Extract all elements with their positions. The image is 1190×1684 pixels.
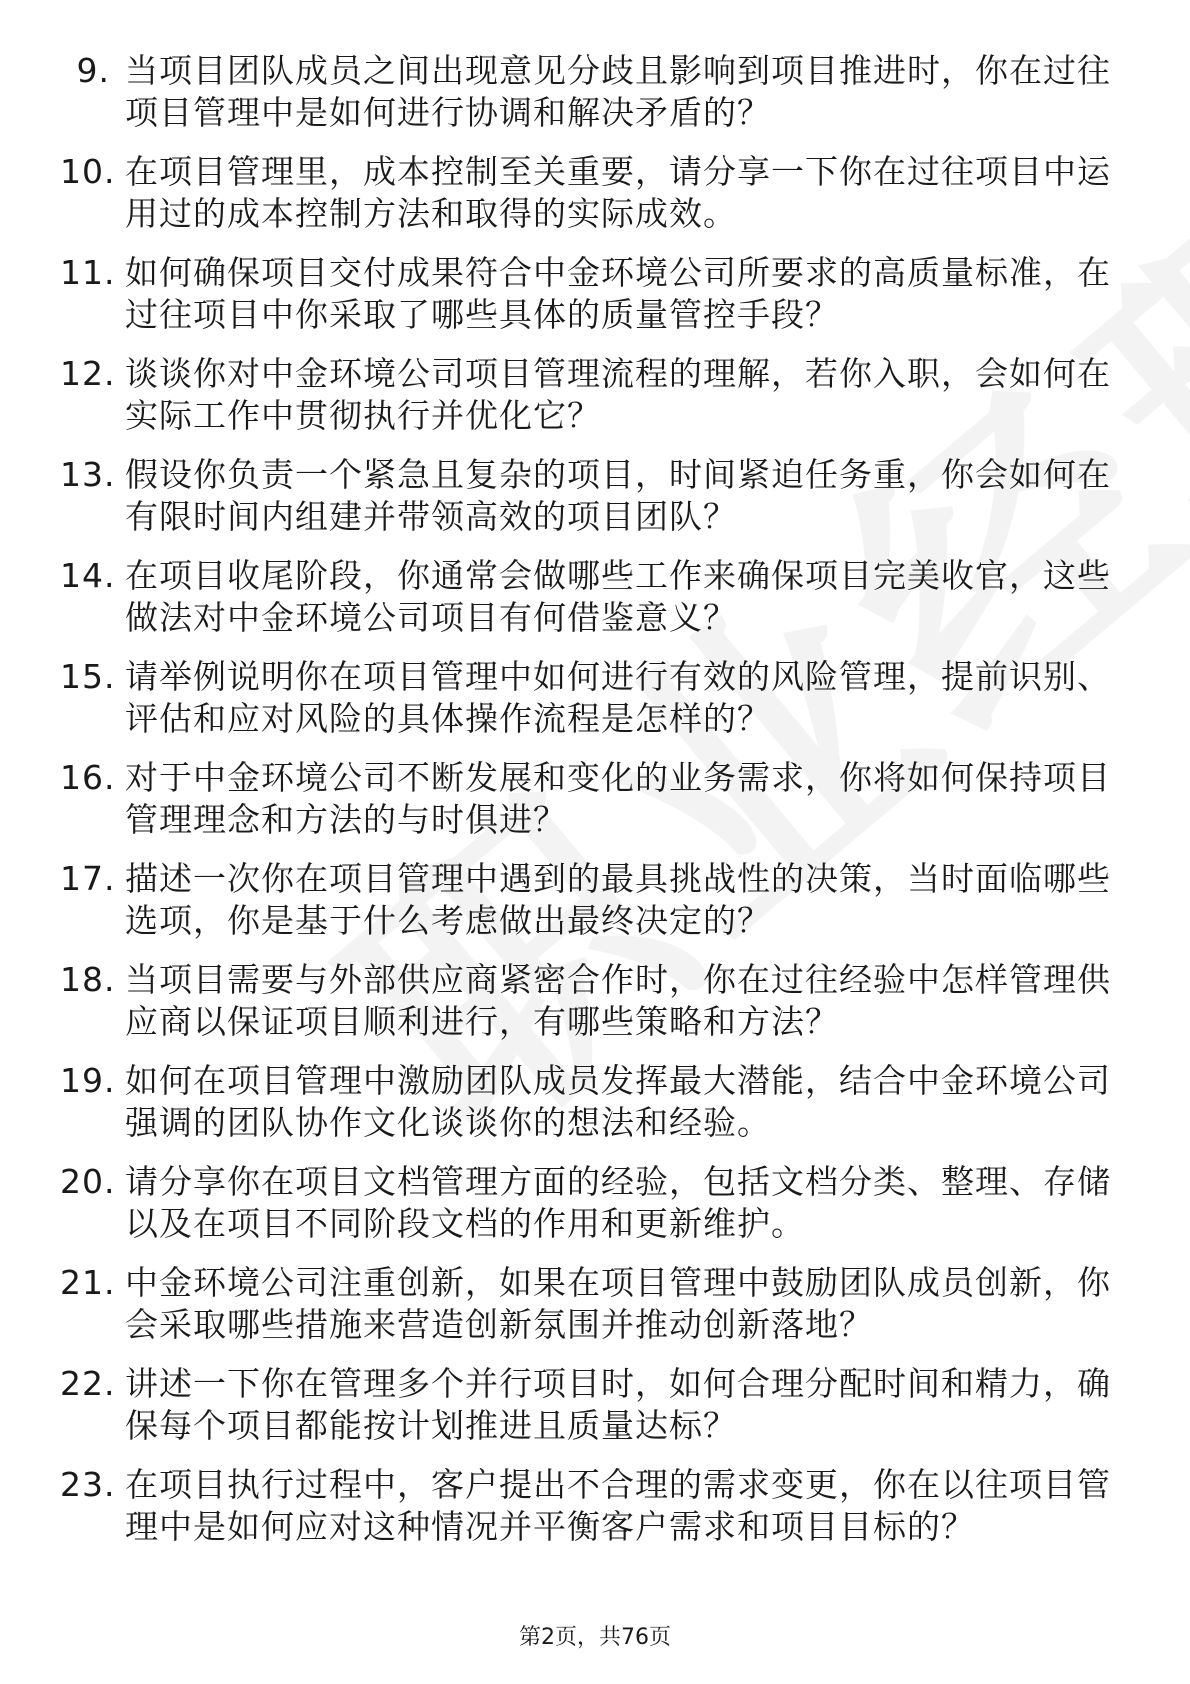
question-number: 19. <box>60 1061 116 1100</box>
question-number: 22. <box>60 1364 116 1403</box>
question-item <box>60 50 1120 134</box>
question-number: 20. <box>60 1162 116 1201</box>
question-text: 请分享你在项目文档管理方面的经验，包括文档分类、整理、存储以及在项目不同阶段文档的作用和更新维护。 <box>125 1162 1111 1243</box>
question-number: 11. <box>60 253 116 292</box>
question-item <box>60 1060 1120 1144</box>
question-number: 23. <box>60 1465 116 1504</box>
question-list <box>60 50 1120 1565</box>
question-number: 9. <box>76 51 110 90</box>
question-item <box>60 858 1120 942</box>
question-number: 13. <box>60 455 116 494</box>
question-item <box>60 151 1120 235</box>
question-text: 当项目需要与外部供应商紧密合作时，你在过往经验中怎样管理供应商以保证项目顺利进行，有哪些策略和方法？ <box>125 960 1111 1041</box>
question-item <box>60 555 1120 639</box>
question-item <box>60 1161 1120 1245</box>
question-item <box>60 454 1120 538</box>
question-text: 当项目团队成员之间出现意见分歧且影响到项目推进时，你在过往项目管理中是如何进行协调和解决矛盾的？ <box>125 51 1111 132</box>
question-text: 中金环境公司注重创新，如果在项目管理中鼓励团队成员创新，你会采取哪些措施来营造创新氛围并推动创新落地？ <box>125 1263 1111 1344</box>
question-text: 假设你负责一个紧急且复杂的项目，时间紧迫任务重，你会如何在有限时间内组建并带领高效的项目团队？ <box>125 455 1111 536</box>
question-item <box>60 252 1120 336</box>
question-text: 讲述一下你在管理多个并行项目时，如何合理分配时间和精力，确保每个项目都能按计划推进且质量达标？ <box>125 1364 1111 1445</box>
question-item <box>60 353 1120 437</box>
question-number: 16. <box>60 758 116 797</box>
question-text: 在项目管理里，成本控制至关重要，请分享一下你在过往项目中运用过的成本控制方法和取得的实际成效。 <box>125 152 1111 233</box>
question-item <box>60 1363 1120 1447</box>
question-item <box>60 656 1120 740</box>
question-number: 21. <box>60 1263 116 1302</box>
question-text: 在项目收尾阶段，你通常会做哪些工作来确保项目完美收官，这些做法对中金环境公司项目有何借鉴意义？ <box>125 556 1111 637</box>
question-item <box>60 1464 1120 1548</box>
question-text: 如何在项目管理中激励团队成员发挥最大潜能，结合中金环境公司强调的团队协作文化谈谈你的想法和经验。 <box>125 1061 1111 1142</box>
question-number: 18. <box>60 960 116 999</box>
question-text: 请举例说明你在项目管理中如何进行有效的风险管理，提前识别、评估和应对风险的具体操作流程是怎样的？ <box>125 657 1111 738</box>
question-item <box>60 1262 1120 1346</box>
question-item <box>60 959 1120 1043</box>
question-text: 对于中金环境公司不断发展和变化的业务需求，你将如何保持项目管理理念和方法的与时俱进？ <box>125 758 1111 839</box>
question-number: 12. <box>60 354 116 393</box>
question-text: 在项目执行过程中，客户提出不合理的需求变更，你在以往项目管理中是如何应对这种情况并平衡客户需求和项目目标的？ <box>125 1465 1111 1546</box>
question-number: 10. <box>60 152 116 191</box>
question-number: 14. <box>60 556 116 595</box>
question-number: 17. <box>60 859 116 898</box>
question-text: 谈谈你对中金环境公司项目管理流程的理解，若你入职，会如何在实际工作中贯彻执行并优化它？ <box>125 354 1111 435</box>
question-number: 15. <box>60 657 116 696</box>
question-item <box>60 757 1120 841</box>
page-footer: 第2页，共76页 <box>519 1625 671 1650</box>
question-text: 如何确保项目交付成果符合中金环境公司所要求的高质量标准，在过往项目中你采取了哪些具体的质量管控手段？ <box>125 253 1111 334</box>
question-text: 描述一次你在项目管理中遇到的最具挑战性的决策，当时面临哪些选项，你是基于什么考虑做出最终决定的？ <box>125 859 1111 940</box>
